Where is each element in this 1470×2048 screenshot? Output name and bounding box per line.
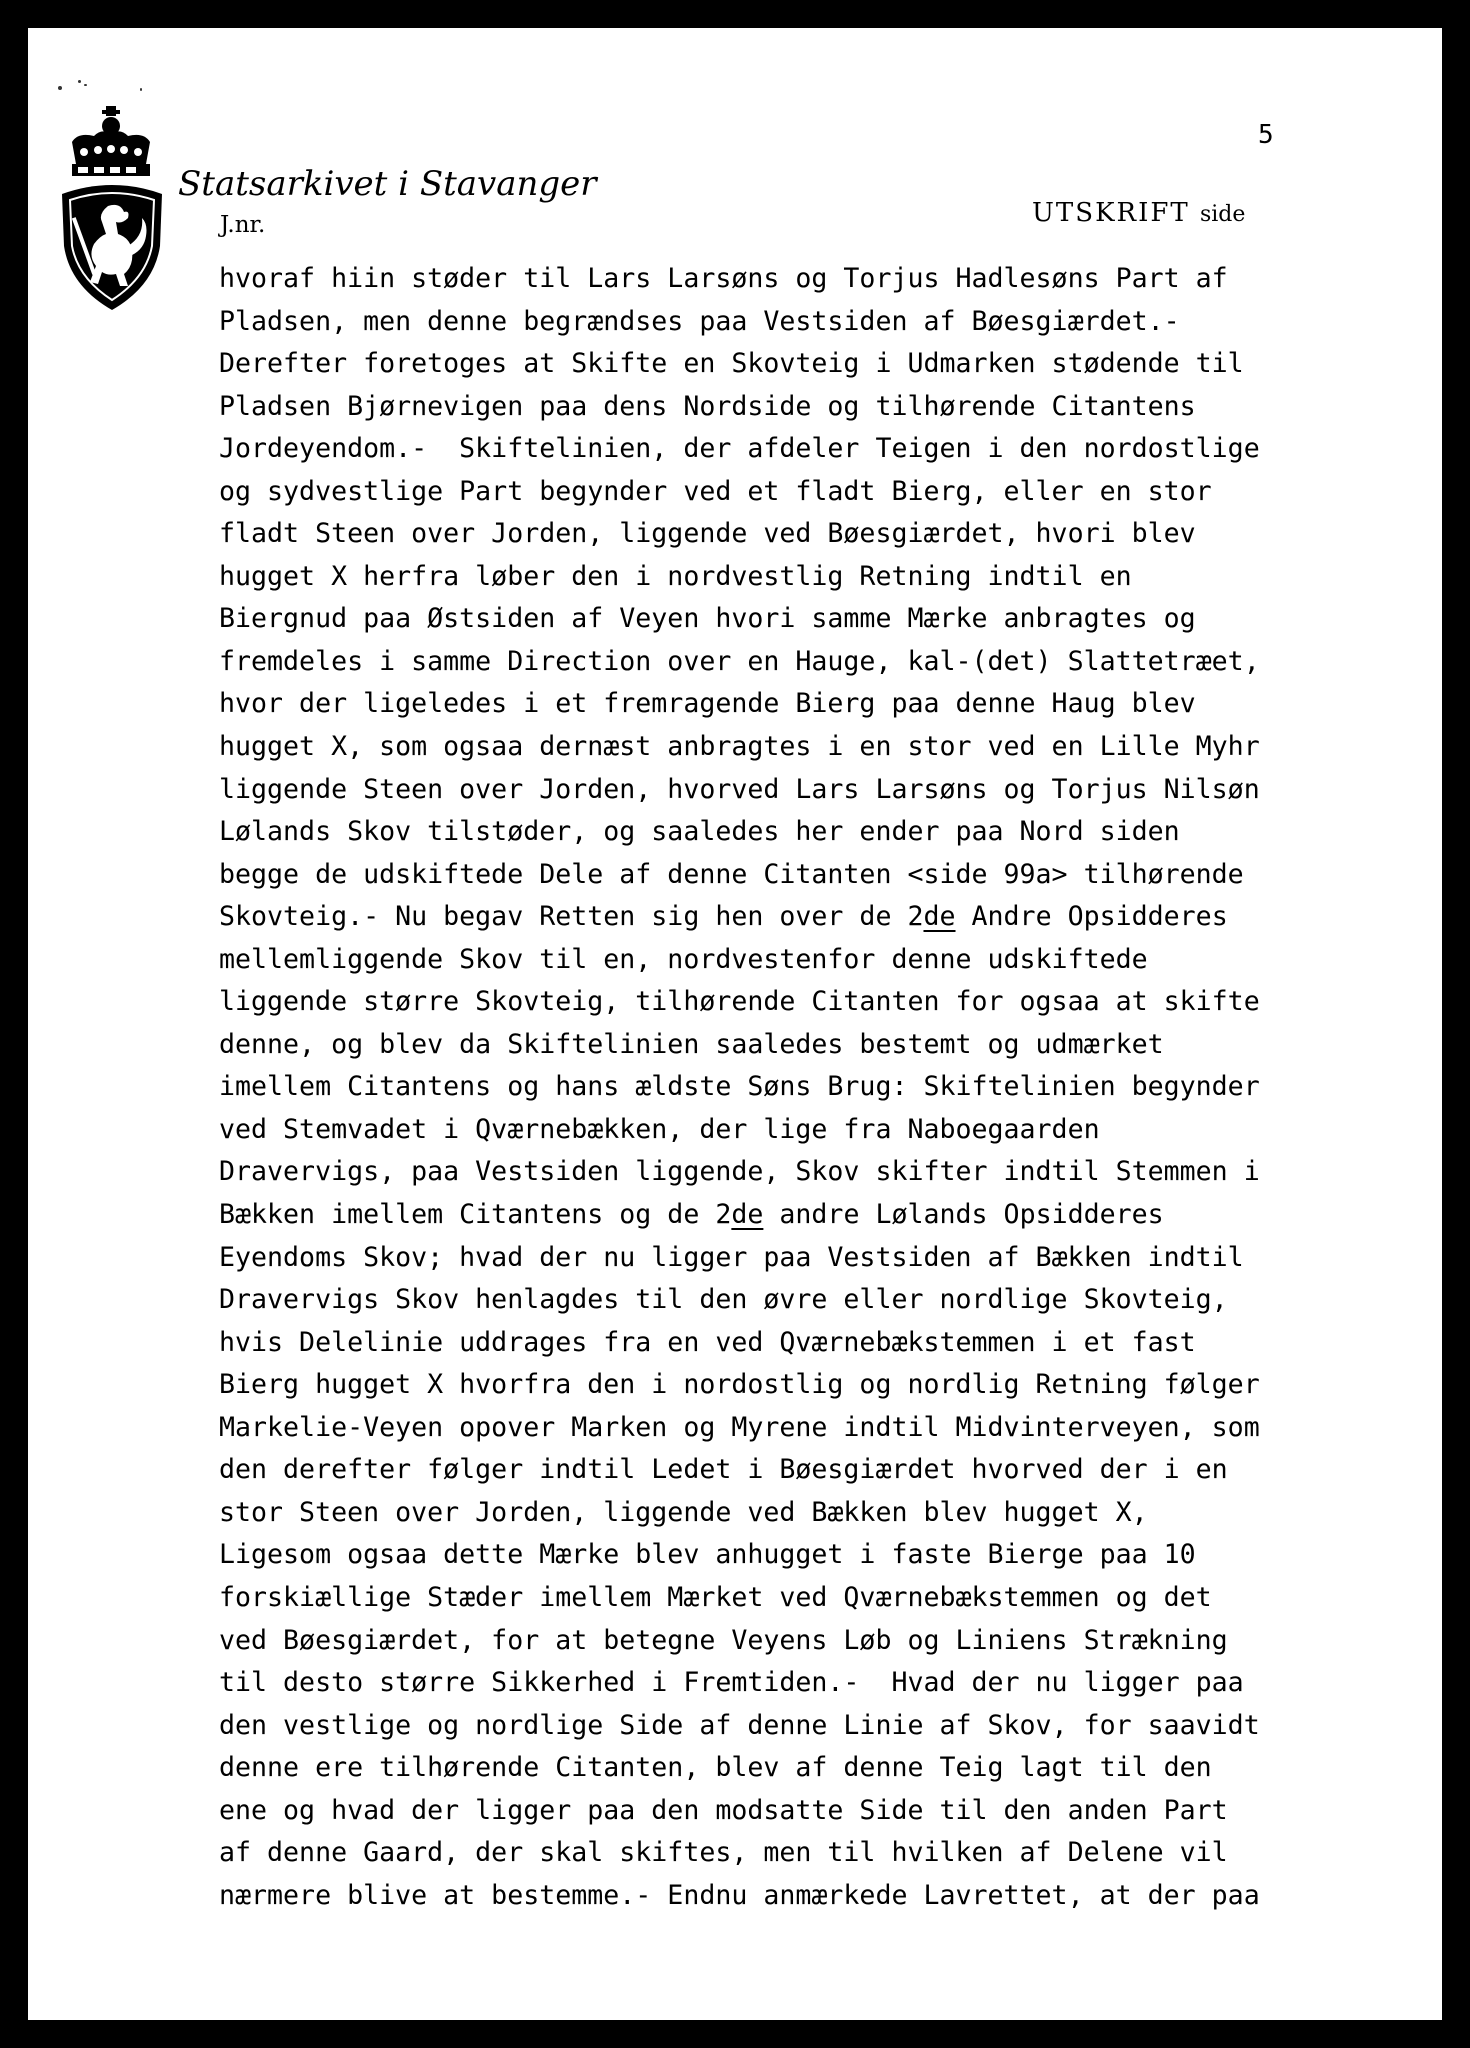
text-line: denne ere tilhørende Citanten, blev af denne Teig lagt til den bbox=[219, 1752, 1212, 1784]
text-line: til desto større Sikkerhed i Fremtiden.- Hvad der nu ligger paa bbox=[219, 1667, 1244, 1699]
text-line: Bækken imellem Citantens og de 2de andre Lølands Opsidderes bbox=[219, 1199, 1164, 1231]
text-line: begge de udskiftede Dele af denne Citanten <side 99a> tilhørende bbox=[219, 858, 1244, 890]
text-line: liggende Steen over Jorden, hvorved Lars Larsøns og Torjus Nilsøn bbox=[219, 773, 1260, 805]
text-line: nærmere blive at bestemme.- Endnu anmærkede Lavrettet, at der paa bbox=[219, 1879, 1260, 1911]
archive-name: Statsarkivet i Stavanger bbox=[178, 164, 597, 204]
utskrift-text: UTSKRIFT bbox=[1032, 198, 1190, 228]
utskrift-label bbox=[1032, 198, 1245, 228]
text-line: ved Stemvadet i Qværnebækken, der lige fra Naboegaarden bbox=[219, 1113, 1100, 1145]
text-line: Jordeyendom.- Skiftelinien, der afdeler Teigen i den nordostlige bbox=[219, 433, 1260, 465]
text-line: imellem Citantens og hans ældste Søns Brug: Skiftelinien begynder bbox=[219, 1071, 1260, 1103]
text-line: Ligesom ogsaa dette Mærke blev anhugget i faste Bierge paa 10 bbox=[219, 1539, 1196, 1571]
scan-speck bbox=[58, 86, 62, 90]
norwegian-coat-of-arms-icon bbox=[58, 106, 166, 312]
scan-speck bbox=[84, 84, 87, 86]
text-line: fladt Steen over Jorden, liggende ved Bøesgiærdet, hvori blev bbox=[219, 518, 1196, 550]
text-line: og sydvestlige Part begynder ved et fladt Bierg, eller en stor bbox=[219, 475, 1212, 507]
text-line: fremdeles i samme Direction over en Hauge, kal-(det) Slattetræet, bbox=[219, 645, 1260, 677]
text-line: hugget X, som ogsaa dernæst anbragtes i en stor ved en Lille Myhr bbox=[219, 731, 1260, 763]
text-line: den vestlige og nordlige Side af denne Linie af Skov, for saavidt bbox=[219, 1709, 1260, 1741]
text-line: Eyendoms Skov; hvad der nu ligger paa Vestsiden af Bækken indtil bbox=[219, 1241, 1244, 1273]
text-line: hugget X herfra løber den i nordvestlig Retning indtil en bbox=[219, 560, 1132, 592]
scan-speck bbox=[140, 88, 142, 91]
text-line: den derefter følger indtil Ledet i Bøesgiærdet hvorved der i en bbox=[219, 1454, 1228, 1486]
text-line: ved Bøesgiærdet, for at betegne Veyens Løb og Liniens Strækning bbox=[219, 1624, 1228, 1656]
text-line: Derefter foretoges at Skifte en Skovteig i Udmarken stødende til bbox=[219, 348, 1244, 380]
text-line: Biergnud paa Østsiden af Veyen hvori samme Mærke anbragtes og bbox=[219, 603, 1196, 635]
transcription-text bbox=[219, 258, 1359, 1917]
journal-number-label: J.nr. bbox=[220, 212, 266, 238]
text-line: hvoraf hiin støder til Lars Larsøns og Torjus Hadlesøns Part af bbox=[219, 263, 1228, 294]
text-line: Dravervigs Skov henlagdes til den øvre eller nordlige Skovteig, bbox=[219, 1284, 1228, 1316]
text-line: denne, og blev da Skiftelinien saaledes bestemt og udmærket bbox=[219, 1028, 1164, 1060]
scan-speck bbox=[78, 80, 81, 83]
text-line: forskiællige Stæder imellem Mærket ved Qværnebækstemmen og det bbox=[219, 1581, 1212, 1613]
text-line: Bierg hugget X hvorfra den i nordostlig og nordlig Retning følger bbox=[219, 1369, 1260, 1401]
text-line: Markelie-Veyen opover Marken og Myrene indtil Midvinterveyen, som bbox=[219, 1411, 1260, 1443]
text-line: Skovteig.- Nu begav Retten sig hen over de 2de Andre Opsidderes bbox=[219, 901, 1228, 933]
utskrift-side: side bbox=[1199, 202, 1246, 227]
text-line: hvor der ligeledes i et fremragende Bierg paa denne Haug blev bbox=[219, 688, 1196, 720]
text-line: mellemliggende Skov til en, nordvestenfor denne udskiftede bbox=[219, 943, 1148, 975]
page-number: 5 bbox=[1258, 120, 1274, 150]
text-line: hvis Delelinie uddrages fra en ved Qværnebækstemmen i et fast bbox=[219, 1326, 1196, 1358]
text-line: ene og hvad der ligger paa den modsatte Side til den anden Part bbox=[219, 1794, 1228, 1826]
text-line: af denne Gaard, der skal skiftes, men til hvilken af Delene vil bbox=[219, 1837, 1228, 1869]
text-line: Pladsen Bjørnevigen paa dens Nordside og tilhørende Citantens bbox=[219, 390, 1196, 422]
text-line: stor Steen over Jorden, liggende ved Bækken blev hugget X, bbox=[219, 1496, 1148, 1528]
text-line: Pladsen, men denne begrændses paa Vestsiden af Bøesgiærdet.- bbox=[219, 305, 1180, 337]
text-line: Dravervigs, paa Vestsiden liggende, Skov skifter indtil Stemmen i bbox=[219, 1156, 1260, 1188]
text-line: liggende større Skovteig, tilhørende Citanten for ogsaa at skifte bbox=[219, 986, 1260, 1018]
text-line: Lølands Skov tilstøder, og saaledes her ender paa Nord siden bbox=[219, 816, 1180, 848]
